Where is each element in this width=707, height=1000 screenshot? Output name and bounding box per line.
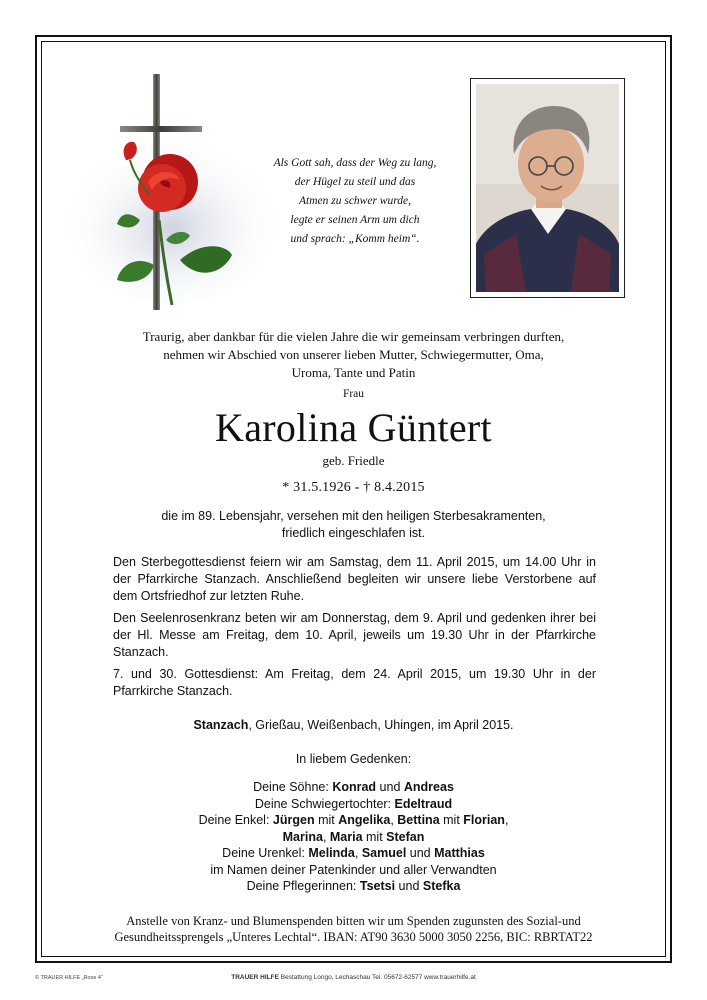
family-line-grandchildren: Deine Enkel: Jürgen mit Angelika, Bettina mit Florian, [198, 813, 509, 827]
portrait-frame [470, 78, 625, 298]
passing-text [60, 508, 647, 542]
donation-line: Anstelle von Kranz- und Blumenspenden bitten wir um Spenden zugunsten des Sozial-und [126, 914, 581, 928]
family-line-grandchildren-cont: Marina, Maria mit Stefan [282, 829, 425, 844]
poem [250, 154, 460, 249]
family-list [60, 779, 647, 895]
poem-line: der Hügel zu steil und das [294, 176, 416, 188]
passing-line: die im 89. Lebensjahr, versehen mit den heiligen Sterbesakramenten, [161, 509, 546, 523]
poem-line: und sprach: „Komm heim“. [290, 233, 420, 245]
face [518, 126, 584, 202]
poem-line: Als Gott sah, dass der Weg zu lang, [273, 157, 437, 169]
place-rest: , Grießau, Weißenbach, Uhingen, im April 2015. [248, 718, 514, 732]
deceased-name: Karolina Güntert [215, 405, 492, 450]
cross-rose-image [62, 70, 277, 320]
intro-line: nehmen wir Abschied von unserer lieben Mutter, Schwiegermutter, Oma, [163, 347, 544, 362]
passing-line: friedlich eingeschlafen ist. [281, 526, 426, 540]
intro-text [60, 328, 647, 382]
donation-line: Gesundheitssprengels „Unteres Lechtal“. IBAN: AT90 3630 5000 3050 2256, BIC: RBRTAT22 [114, 930, 593, 944]
footer-imprint [0, 974, 707, 981]
donation-note [60, 913, 647, 945]
family-line-sons: Deine Söhne: Konrad und Andreas [253, 780, 454, 794]
maiden-name: geb. Friedle [322, 453, 385, 468]
rosary-paragraph: Den Seelenrosenkranz beten wir am Donnerstag, dem 9. April und gedenken ihrer bei der Hl. Messe am Freitag, dem 10. April, jeweils um 19.30 Uhr in der Pfarrkirche Stanzach. [113, 611, 596, 659]
cross-horizontal [120, 126, 202, 132]
place-date-line [60, 718, 647, 732]
footer-text: Bestattung Longo, Lechaschau Tel. 05672-62577 www.trauerhilfe.at [278, 974, 476, 981]
poem-line: legte er seinen Arm um dich [290, 214, 420, 226]
life-dates: * 31.5.1926 - † 8.4.2015 [282, 480, 425, 495]
place-bold: Stanzach [193, 718, 249, 732]
family-line-caregivers: Deine Pflegerinnen: Tsetsi und Stefka [246, 879, 461, 893]
intro-line: Traurig, aber dankbar für die vielen Jahre die wir gemeinsam verbringen durften, [142, 329, 565, 344]
footer-brand: TRAUER HILFE [231, 974, 279, 981]
family-line-daughter-in-law: Deine Schwiegertochter: Edeltraud [254, 796, 453, 811]
intro-line: Uroma, Tante und Patin [291, 365, 416, 380]
in-memory-heading: In liebem Gedenken: [295, 752, 412, 766]
portrait-photo [476, 84, 619, 292]
family-line-great-grandchildren: Deine Urenkel: Melinda, Samuel und Matthias [222, 846, 485, 860]
family-line-godchildren: im Namen deiner Patenkinder und aller Verwandten [210, 862, 497, 877]
funeral-service-paragraph: Den Sterbegottesdienst feiern wir am Samstag, dem 11. April 2015, um 14.00 Uhr in der Pfarrkirche Stanzach. Anschließend begleiten wir unsere liebe Verstorbene auf dem Ortsfriedhof zur letzten Ruhe. [113, 555, 596, 603]
copyright-note: © TRAUER HILFE „Rose 4“ [35, 975, 103, 981]
poem-line: Atmen zu schwer wurde, [298, 195, 411, 207]
salutation: Frau [342, 388, 365, 400]
memorial-service-paragraph: 7. und 30. Gottesdienst: Am Freitag, dem 24. April 2015, um 19.30 Uhr in der Pfarrkirche Stanzach. [113, 667, 596, 698]
